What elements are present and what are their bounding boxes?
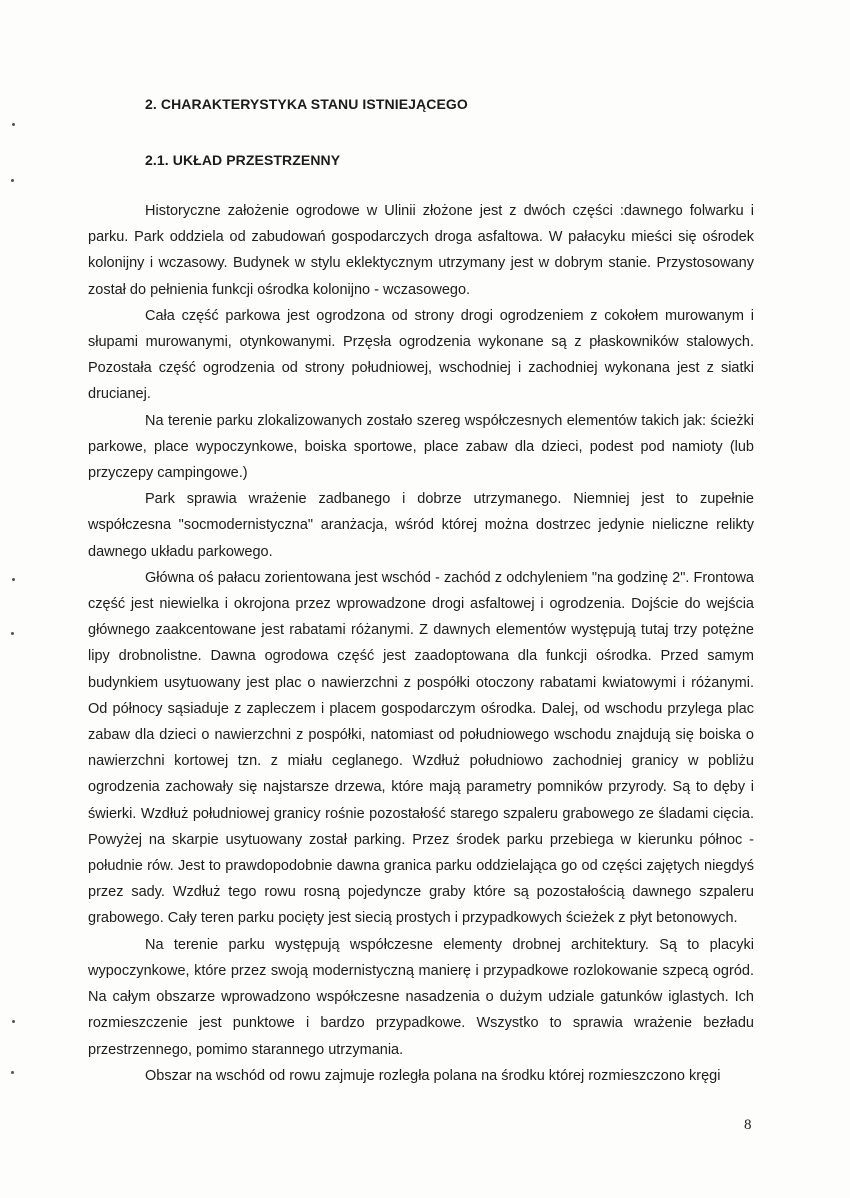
scan-speck [11, 1071, 14, 1074]
scan-speck [11, 179, 14, 182]
paragraph: Obszar na wschód od rowu zajmuje rozległa polana na środku której rozmieszczono kręgi [145, 1067, 721, 1084]
paragraph: Historyczne założenie ogrodowe w Ulinii złożone jest z dwóch części :dawnego folwarku i parku. Park oddziela od zabudowań gospodarczych droga asfaltowa. W pałacyku mieści się ośrodek kolonijny i wczasowy. Budynek w stylu eklektycznym utrzymany jest w dobrym stanie. Przystosowany został do pełnienia funkcji ośrodka kolonijno - wczasowego. [88, 203, 754, 298]
paragraph: Na terenie parku zlokalizowanych zostało szereg współczesnych elementów takich jak: ścieżki parkowe, place wypoczynkowe, boiska sportowe, place zabaw dla dzieci, podest pod namioty (lub przyczepy campingowe.) [88, 412, 754, 482]
paragraph: Cała część parkowa jest ogrodzona od strony drogi ogrodzeniem z cokołem murowanym i słupami murowanymi, otynkowanymi. Przęsła ogrodzenia wykonane są z płaskowników stalowych. Pozostała część ogrodzenia od strony południowej, wschodniej i zachodniej wykonana jest z siatki drucianej. [88, 307, 754, 403]
page-number: 8 [744, 1117, 752, 1133]
scan-speck [12, 123, 15, 126]
scan-speck [11, 632, 14, 635]
paragraph: Na terenie parku występują współczesne elementy drobnej architektury. Są to placyki wypoczynkowe, które przez swoją modernistyczną manierę i przypadkowe rozlokowanie szpecą ogród. Na całym obszarze wprowadzono współczesne nasadzenia o dużym udziale gatunków iglastych. Ich rozmieszczenie jest punktowe i bardzo przypadkowe. Wszystko to sprawia wrażenie bezładu przestrzennego, pomimo starannego utrzymania. [88, 936, 754, 1058]
body-text [88, 198, 754, 1089]
scan-speck [12, 578, 15, 581]
paragraph: Park sprawia wrażenie zadbanego i dobrze utrzymanego. Niemniej jest to zupełnie współczesna "socmodernistyczna" aranżacja, wśród której można dostrzec jedynie nieliczne relikty dawnego układu parkowego. [88, 491, 754, 560]
paragraph: Główna oś pałacu zorientowana jest wschód - zachód z odchyleniem "na godzinę 2". Frontowa część jest niewielka i okrojona przez wprowadzone drogi asfaltowej i ogrodzenia. Dojście do wejścia głównego zaakcentowane jest rabatami różanymi. Z dawnych elementów występują tutaj trzy potężne lipy drobnolistne. Dawna ogrodowa część jest zaadoptowana dla funkcji ośrodka. Przed samym budynkiem usytuowany jest plac o nawierzchni z pospółki otoczony rabatami kwiatowymi i różanymi. Od północy sąsiaduje z zapleczem i placem gospodarczym ośrodka. Dalej, od wschodu przylega plac zabaw dla dzieci o nawierzchni z pospółki, natomiast od południowego wschodu znajdują się boiska o nawierzchni kortowej tzn. z miału ceglanego. Wzdłuż południowo zachodniej granicy w pobliżu ogrodzenia zachowały się najstarsze drzewa, które mają parametry pomników przyrody. Są to dęby i świerki. Wzdłuż południowej granicy rośnie pozostałość starego szpaleru grabowego ze śladami cięcia. Powyżej na skarpie usytuowany został parking. Przez środek parku przebiega w kierunku północ - południe rów. Jest to prawdopodobnie dawna granica parku oddzielająca go od części zajętych niegdyś przez sady. Wzdłuż tego rowu rosną pojedyncze graby które są pozostałością dawnego szpaleru grabowego. Cały teren parku pocięty jest siecią prostych i przypadkowych ścieżek z płyt betonowych. [88, 569, 754, 927]
scan-speck [12, 1020, 15, 1023]
section-heading: 2. CHARAKTERYSTYKA STANU ISTNIEJĄCEGO [145, 96, 468, 112]
subsection-heading: 2.1. UKŁAD PRZESTRZENNY [145, 152, 341, 168]
